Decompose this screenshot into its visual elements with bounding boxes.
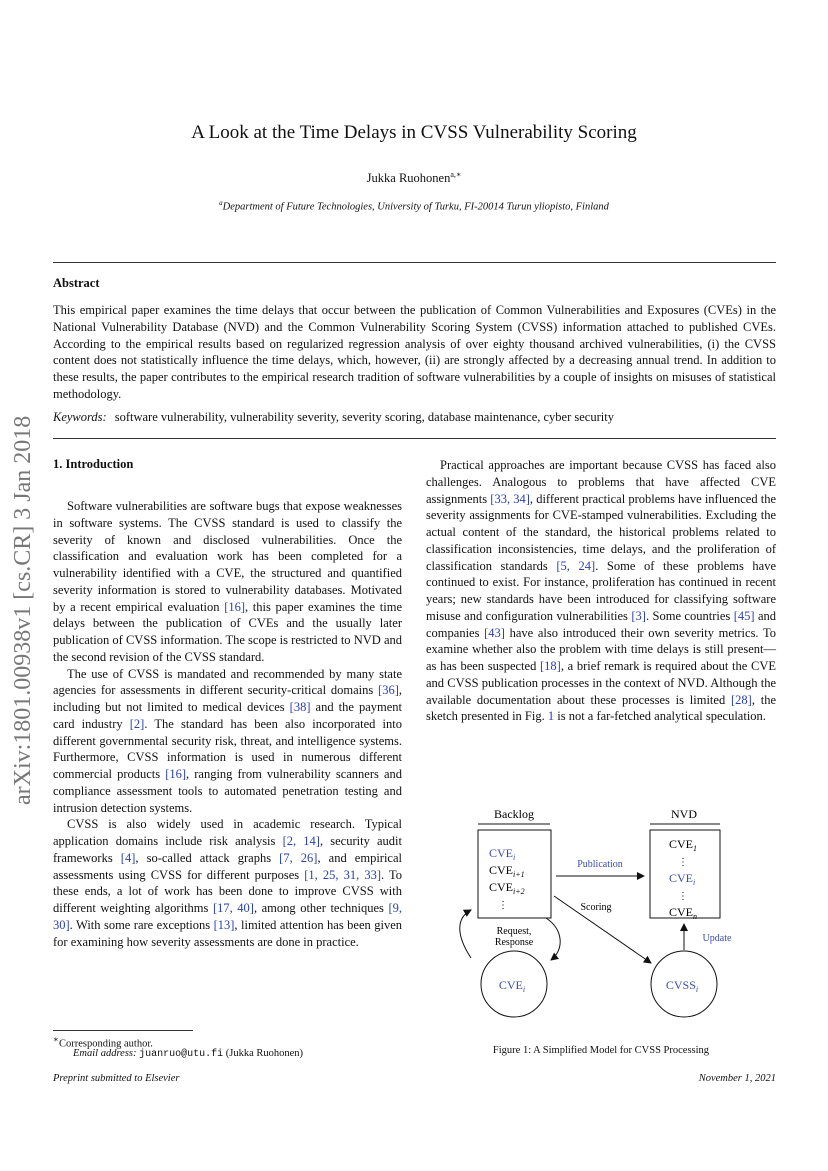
- top-rule: [53, 262, 776, 263]
- citation-link[interactable]: [2, 14]: [282, 834, 320, 848]
- nvd-label: NVD: [671, 807, 697, 821]
- response-arrow: [546, 918, 560, 960]
- list-item: $CVE_i$: [489, 846, 516, 862]
- keywords-text: software vulnerability, vulnerability severity, severity scoring, database maintenance, cyber security: [114, 410, 614, 424]
- bottom-rule: [53, 438, 776, 439]
- list-item: $CVE_i$: [669, 871, 696, 887]
- list-item: $CVE_n$: [669, 905, 697, 921]
- text-run: , among other techniques: [253, 901, 389, 915]
- affiliation-text: Department of Future Technologies, University of Turku, FI-20014 Turun yliopisto, Finland: [222, 201, 609, 213]
- citation-link[interactable]: [36]: [378, 683, 399, 698]
- citation-link[interactable]: [13]: [213, 917, 235, 932]
- paragraph: [53, 816, 402, 950]
- footnote-corresponding: ∗Corresponding author.: [53, 1034, 153, 1050]
- update-label: Update: [702, 933, 732, 944]
- text-run: . Some of these problems have continued to exist. For instance, proliferation has continued in recent years; new standards have been introduced for classifying software misuse and configuration vulnerabilities: [426, 558, 777, 623]
- citation-link[interactable]: [43]: [484, 625, 505, 640]
- footnote-rule: [53, 1030, 193, 1031]
- author-name: Jukka Ruohonen: [366, 171, 451, 186]
- nvd-items: [669, 837, 697, 921]
- text-run: have also introduced their own severity metrics. To examine whether also the problem with time delays is still present—as has been suspected: [426, 625, 776, 673]
- section-heading: 1. Introduction: [53, 457, 134, 471]
- text-run: , this paper examines the time delays between the publication of CVEs and the usually later publication of CVSS information. The scope is restricted to NVD and the second revision of the CVSS standard.: [53, 599, 402, 664]
- text-run: , the sketch presented in Fig.: [426, 692, 776, 724]
- text-run: and the payment card industry: [53, 700, 402, 731]
- text-run: , including but not limited to medical devices: [53, 683, 402, 714]
- list-item: ⋮: [678, 857, 688, 868]
- affiliation-mark: a: [219, 199, 223, 207]
- author-line: [0, 170, 828, 186]
- abstract-text: This empirical paper examines the time delays that occur between the publication of Common Vulnerabilities and Exposures (CVEs) in the National Vulnerability Database (NVD) and the Common Vulnerability Scoring System (CVSS) information attached to published CVEs. According to the empirical results based on regularized regression analysis of over eighty thousand archived vulnerabilities, (i) the CVSS content does not statistically influence the time delays, which, however, (ii) are strongly affected by a decreasing annual trend. In addition to these results, the paper contributes to the empirical research tradition of software vulnerabilities by a couple of insights on misuses of statistical methodology.: [53, 303, 776, 401]
- citation-link[interactable]: [1, 25, 31, 33]: [304, 867, 381, 882]
- text-run: and companies: [426, 608, 776, 640]
- text-run: , limited attention has been given for examining how severity assessments are done in practice.: [53, 917, 402, 949]
- keywords-label: Keywords:: [53, 410, 107, 424]
- text-run: is not a far-fetched analytical speculation.: [554, 709, 766, 724]
- cvss-circle-label: $CVSS_i$: [665, 978, 699, 994]
- cve-circle-label: $CVE_i$: [498, 978, 526, 994]
- text-run: . Some countries: [645, 608, 734, 623]
- backlog-label: Backlog: [494, 807, 534, 821]
- citation-link[interactable]: 1: [547, 709, 555, 724]
- keywords: [53, 410, 776, 425]
- figure-caption: Figure 1: A Simplified Model for CVSS Processing: [492, 1045, 710, 1056]
- footer-left: Preprint submitted to Elsevier: [53, 1073, 180, 1084]
- text-run: Software vulnerabilities are software bugs that expose weaknesses in software systems. The CVSS standard is used to classify the severity of known and disclosed vulnerabilities. Once the classification and evaluation work has been completed for a vulnerability identified with a CVE, the structured and quantified severity information is stored to vulnerability databases. Motivated by a recent empirical evaluation: [53, 499, 402, 614]
- citation-link[interactable]: [2]: [129, 716, 145, 731]
- citation-link[interactable]: [33, 34]: [490, 491, 530, 506]
- citation-link[interactable]: [16]: [165, 767, 187, 781]
- citation-link[interactable]: [28]: [730, 692, 752, 707]
- list-item: ⋮: [498, 900, 508, 911]
- right-column: [426, 457, 776, 725]
- left-column: [53, 498, 402, 950]
- arxiv-stamp: arXiv:1801.00938v1 [cs.CR] 3 Jan 2018: [10, 415, 36, 805]
- cvss-process-diagram: [426, 800, 776, 1020]
- request-arrow: [460, 910, 471, 958]
- footer-date: November 1, 2021: [698, 1073, 776, 1084]
- citation-link[interactable]: [4]: [120, 850, 136, 865]
- citation-link[interactable]: [7, 26]: [279, 850, 318, 865]
- text-run: , and empirical assessments using CVSS for different purposes: [53, 850, 403, 882]
- text-run: . With some rare exceptions: [69, 917, 214, 932]
- list-item: $CVE_{i+2}$: [489, 880, 525, 896]
- text-run: CVSS is also widely used in academic research. Typical application domains include risk analysis: [53, 817, 402, 848]
- scoring-label: Scoring: [580, 902, 612, 913]
- citation-link[interactable]: [9, 30]: [53, 901, 403, 932]
- list-item: $CVE_1$: [669, 837, 697, 853]
- request-label: Request,: [496, 926, 532, 937]
- citation-link[interactable]: [17, 40]: [212, 901, 254, 915]
- figure-diagram: [426, 800, 776, 1020]
- text-run: Practical approaches are important because CVSS has faced also challenges. Analogous to problems that have affected CVE assignments: [426, 458, 776, 506]
- paragraph: [426, 457, 776, 725]
- backlog-items: [489, 846, 525, 911]
- text-run: . The standard has been also incorporated into different governmental security risk, threat, and intelligence systems. Furthermore, CVSS information is used in numerous different commercial products: [53, 716, 403, 781]
- citation-link[interactable]: [3]: [631, 608, 646, 623]
- citation-link[interactable]: [18]: [540, 659, 561, 673]
- author-marks: a,∗: [450, 170, 462, 179]
- text-run: , security audit frameworks: [53, 834, 402, 865]
- paper-title: A Look at the Time Delays in CVSS Vulnerability Scoring: [191, 122, 637, 143]
- paragraph: [53, 666, 402, 817]
- list-item: $CVE_{i+1}$: [489, 863, 525, 879]
- publication-label: Publication: [577, 859, 623, 870]
- paragraph: [53, 498, 402, 666]
- text-run: , a brief remark is required about the CVE and CVSS publication processes in the context of NVD. Although the available documentation about these processes is limited: [426, 659, 776, 707]
- email-link[interactable]: juanruo@utu.fi: [139, 1049, 224, 1060]
- affiliation: [0, 199, 828, 213]
- text-run: , so-called attack graphs: [135, 850, 280, 865]
- text-run: The use of CVSS is mandated and recommended by many state agencies for assessments in different security-critical domains: [53, 666, 402, 698]
- text-run: . To these ends, a lot of work has been done to improve CVSS with different weighting algorithms: [53, 867, 402, 915]
- text-run: , ranging from vulnerability scanners and compliance assessment tools to automated penetration testing and intrusion detection systems.: [53, 767, 402, 815]
- citation-link[interactable]: [45]: [733, 608, 755, 623]
- citation-link[interactable]: [16]: [224, 599, 246, 614]
- response-label: Response: [494, 937, 534, 948]
- text-run: , different practical problems have influenced the severity assignments for CVE-stamped vulnerabilities. Excluding the actual content of the standard, the historical problems related to classification inconsistencies, time delays, and the proliferation of classification standards: [426, 491, 777, 573]
- citation-link[interactable]: [5, 24]: [556, 558, 596, 573]
- abstract-heading: Abstract: [53, 276, 100, 290]
- list-item: ⋮: [678, 891, 688, 902]
- citation-link[interactable]: [38]: [289, 700, 311, 714]
- footnote-email: Email address: juanruo@utu.fi (Jukka Ruohonen): [73, 1048, 304, 1060]
